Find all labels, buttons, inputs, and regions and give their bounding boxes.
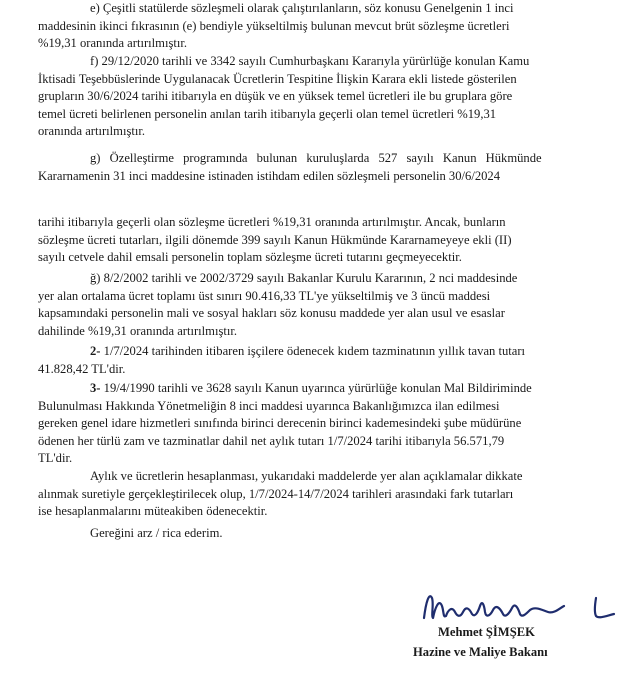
item-text: 1/7/2024 tarihinden itibaren işçilere ödenecek kıdem tazminatının yıllık tavan tutarı [100, 344, 526, 358]
text-line: dahilinde %19,31 oranında artırılmıştır. [38, 323, 238, 338]
text-line: tarihi itibarıyla geçerli olan sözleşme ücretleri %19,31 oranında artırılmıştır. Ancak, bunların [38, 215, 506, 229]
item-number: 3- [90, 381, 101, 395]
paragraph-g-continued [38, 214, 600, 267]
text-line: %19,31 oranında artırılmıştır. [38, 36, 187, 51]
text-line: oranında artırılmıştır. [38, 124, 146, 139]
signature-block [413, 588, 630, 683]
text-line [38, 343, 600, 361]
text-line: sözleşme ücreti tutarları, ilgili dönemde 399 sayılı Kanun Hükmünde Kararnameyeye ekli (II) [38, 232, 512, 247]
item-text: 19/4/1990 tarihli ve 3628 sayılı Kanun uyarınca yürürlüğe konulan Mal Bildiriminde [100, 381, 532, 395]
signatory-name: Mehmet ŞİMŞEK [438, 625, 535, 639]
text-line: Aylık ve ücretlerin hesaplanması, yukarıdaki maddelerde yer alan açıklamalar dikkate [90, 469, 523, 483]
text-line: e) Çeşitli statülerde sözleşmeli olarak çalıştırılanların, söz konusu Genelgenin 1 inci [90, 1, 514, 15]
text-line: g) Özelleştirme programında bulunan kuruluşlarda 527 sayılı Kanun Hükmünde [90, 151, 542, 165]
text-line: gereken genel idare hizmetleri sınıfında birinci derecenin birinci kademesindeki şube müdürüne [38, 416, 522, 431]
paragraph-f [38, 53, 600, 141]
text-line: Bulunulması Hakkında Yönetmeliğin 8 inci maddesi uyarınca Bakanlığımızca ilan edilmesi [38, 398, 500, 413]
request-line [38, 525, 600, 543]
text-line: alınmak suretiyle gerçekleştirilecek olup, 1/7/2024-14/7/2024 tarihleri arasındaki fark tutarları [38, 486, 514, 501]
text-line: ödenen her türlü zam ve tazminatlar dahil net aylık tutarı 1/7/2024 tarihi itibarıyla 56.571,79 [38, 433, 505, 448]
text-line: Gereğini arz / rica ederim. [90, 526, 223, 540]
text-line: ise hesaplanmalarını müteakiben ödenecektir. [38, 504, 268, 519]
text-line: f) 29/12/2020 tarihli ve 3342 sayılı Cumhurbaşkanı Kararıyla yürürlüğe konulan Kamu [90, 54, 530, 68]
text-line: Kararnamenin 31 inci maddesine istinaden istihdam edilen sözleşmeli personelin 30/6/2024 [38, 168, 501, 183]
text-line: yer alan ortalama ücret toplamı üst sınırı 90.416,33 TL'ye yükseltilmiş ve 3 üncü maddesi [38, 288, 491, 303]
text-line: kapsamındaki personelin mali ve sosyal hakları söz konusu maddede yer alan usul ve esaslar [38, 306, 505, 321]
item-number: 2- [90, 344, 101, 358]
paragraph-e [38, 0, 600, 53]
paragraph-g-breve [38, 270, 600, 340]
text-line: sayılı cetvele dahil emsali personelin toplam sözleşme ücreti tutarını geçmeyecektir. [38, 250, 462, 265]
text-line: maddesinin ikinci fıkrasının (e) bendiyle yükseltilmiş bulunan mevcut brüt sözleşme ücretleri [38, 18, 510, 33]
item-3 [38, 380, 600, 468]
item-2 [38, 343, 600, 378]
text-line: ğ) 8/2/2002 tarihli ve 2002/3729 sayılı Bakanlar Kurulu Kararının, 2 nci maddesinde [90, 271, 518, 285]
text-line [38, 380, 600, 398]
text-line: İktisadi Teşebbüslerinde Uygulanacak Ücretlerin Tespitine İlişkin Karara ekli listede gösterilen [38, 71, 517, 86]
paragraph-g-top [38, 150, 600, 185]
text-line: 41.828,42 TL'dir. [38, 361, 126, 376]
handwritten-signature [420, 588, 620, 628]
text-line: grupların 30/6/2024 tarihi itibarıyla en düşük ve en yüksek temel ücretleri ile bu gruplara göre [38, 89, 513, 104]
closing-paragraph [38, 468, 600, 521]
text-line: temel ücreti belirlenen personelin anılan tarih itibarıyla geçerli olan temel ücretleri %19,31 [38, 106, 497, 121]
text-line: TL'dir. [38, 451, 73, 466]
signatory-title: Hazine ve Maliye Bakanı [413, 645, 548, 659]
